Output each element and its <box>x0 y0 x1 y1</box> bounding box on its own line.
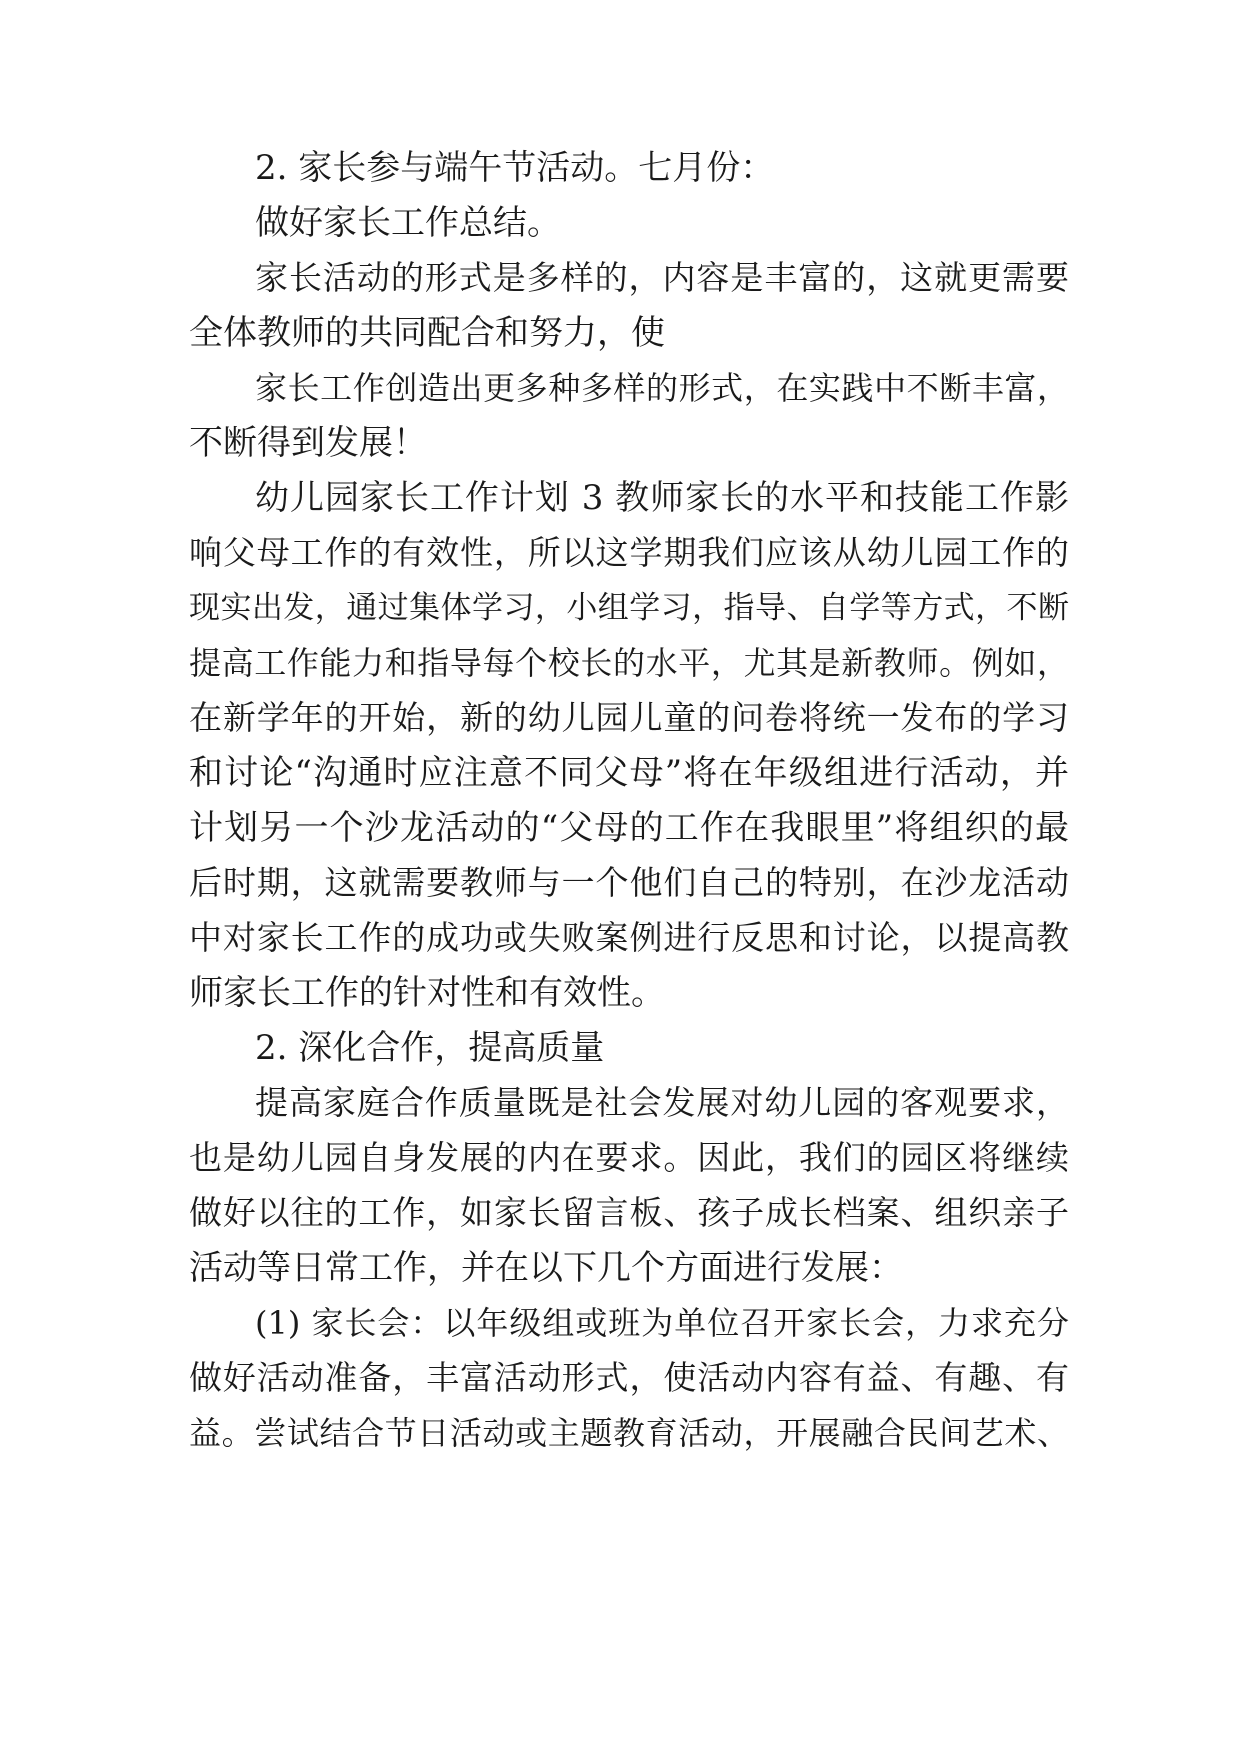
text-line: 和讨论“沟通时应注意不同父母”将在年级组进行活动，并 <box>189 753 1069 793</box>
text-line: 2. 家长参与端午节活动。七月份： <box>255 148 775 188</box>
text-line: 响父母工作的有效性，所以这学期我们应该从幼儿园工作的 <box>189 533 1069 572</box>
text-line: 全体教师的共同配合和努力，使 <box>189 313 665 353</box>
text-line: 做好活动准备，丰富活动形式，使活动内容有益、有趣、有 <box>189 1358 1069 1397</box>
section-heading: 2. 深化合作，提高质量 <box>255 1028 605 1068</box>
text-line: (1) 家长会：以年级组或班为单位召开家长会，力求充分 <box>255 1304 1069 1342</box>
text-line: 也是幼儿园自身发展的内在要求。因此，我们的园区将继续 <box>189 1138 1069 1177</box>
text-line: 提高家庭合作质量既是社会发展对幼儿园的客观要求， <box>255 1083 1069 1122</box>
text-line: 益。尝试结合节日活动或主题教育活动，开展融合民间艺术、 <box>189 1414 1069 1452</box>
text-line: 提高工作能力和指导每个校长的水平，尤其是新教师。例如， <box>189 644 1069 682</box>
text-line: 计划另一个沙龙活动的“父母的工作在我眼里”将组织的最 <box>189 808 1069 848</box>
text-line: 家长活动的形式是多样的，内容是丰富的，这就更需要 <box>255 258 1069 297</box>
text-line: 幼儿园家长工作计划 3 教师家长的水平和技能工作影 <box>255 478 1069 518</box>
text-line: 不断得到发展！ <box>189 423 427 463</box>
text-line: 在新学年的开始，新的幼儿园儿童的问卷将统一发布的学习 <box>189 698 1069 737</box>
text-line: 家长工作创造出更多种多样的形式，在实践中不断丰富， <box>255 369 1069 407</box>
text-line: 做好家长工作总结。 <box>255 203 561 243</box>
text-line: 后时期，这就需要教师与一个他们自己的特别，在沙龙活动 <box>189 863 1069 902</box>
text-line: 活动等日常工作，并在以下几个方面进行发展： <box>189 1248 903 1288</box>
text-line: 做好以往的工作，如家长留言板、孩子成长档案、组织亲子 <box>189 1193 1069 1232</box>
text-line: 现实出发，通过集体学习，小组学习，指导、自学等方式，不断 <box>189 590 1069 626</box>
text-line: 师家长工作的针对性和有效性。 <box>189 973 665 1013</box>
text-line: 中对家长工作的成功或失败案例进行反思和讨论，以提高教 <box>189 918 1069 957</box>
